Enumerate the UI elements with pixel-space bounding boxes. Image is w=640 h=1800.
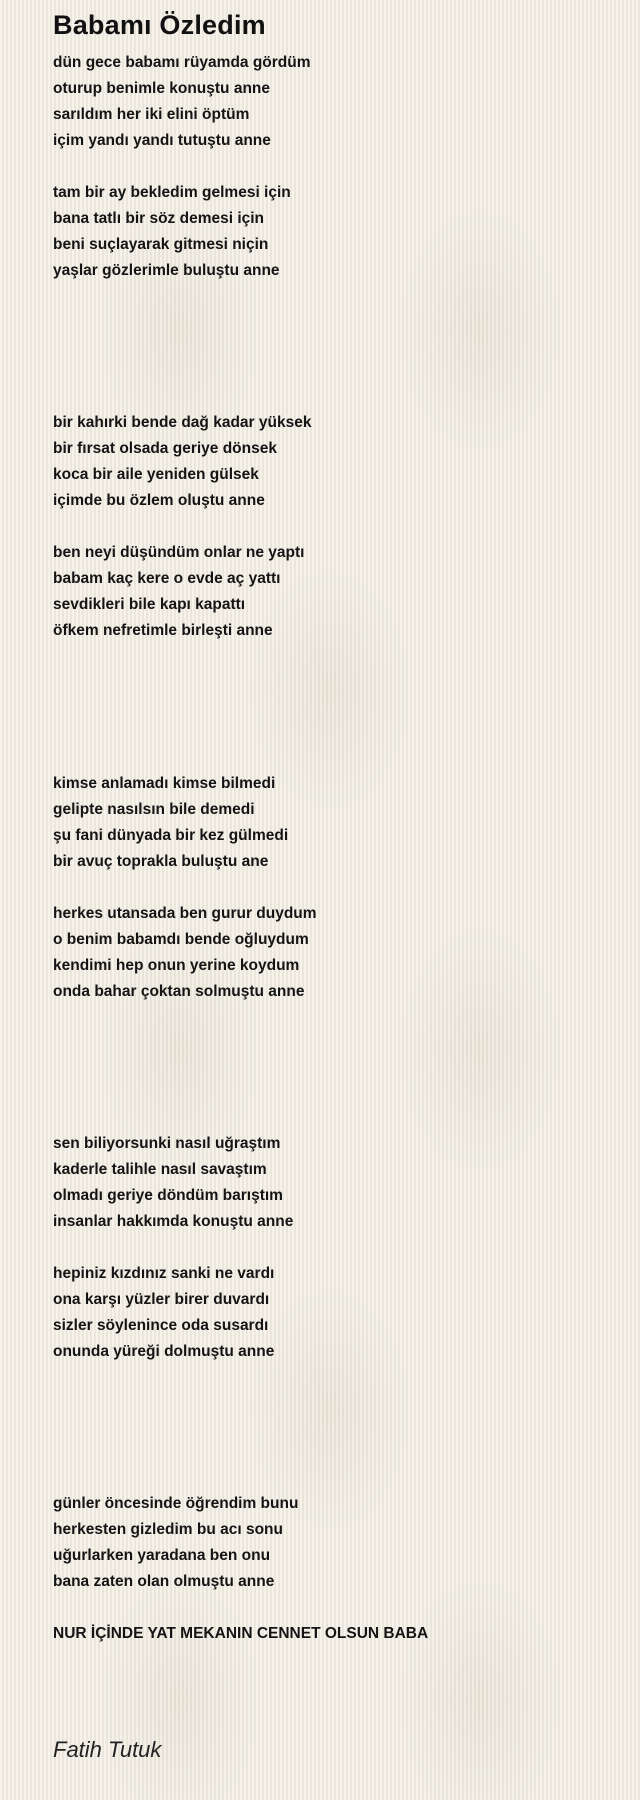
poem-line: yaşlar gözlerimle buluştu anne bbox=[53, 262, 280, 279]
poem-line: uğurlarken yaradana ben onu bbox=[53, 1547, 271, 1564]
stanza-6 bbox=[53, 901, 317, 1005]
poem-line: herkes utansada ben gurur duydum bbox=[53, 905, 317, 922]
poem-title: Babamı Özledim bbox=[53, 10, 266, 40]
author-name: Fatih Tutuk bbox=[53, 1737, 162, 1762]
poem-line: o benim babamdı bende oğluydum bbox=[53, 931, 309, 948]
stanza-5 bbox=[53, 771, 288, 875]
poem-line: bir avuç toprakla buluştu ane bbox=[53, 853, 269, 870]
stanza-2 bbox=[53, 180, 291, 284]
poem-line: insanlar hakkımda konuştu anne bbox=[53, 1213, 294, 1230]
poem-line: herkesten gizledim bu acı sonu bbox=[53, 1521, 283, 1538]
poem-line: kendimi hep onun yerine koydum bbox=[53, 957, 300, 974]
poem-line: tam bir ay bekledim gelmesi için bbox=[53, 184, 291, 201]
poem-line: sevdikleri bile kapı kapattı bbox=[53, 596, 246, 613]
poem-line: ben neyi düşündüm onlar ne yaptı bbox=[53, 544, 305, 561]
poem-line: hepiniz kızdınız sanki ne vardı bbox=[53, 1265, 275, 1282]
closing-line: NUR İÇİNDE YAT MEKANIN CENNET OLSUN BABA bbox=[53, 1625, 429, 1642]
poem-line: onunda yüreği dolmuştu anne bbox=[53, 1343, 275, 1360]
poem-line: bana tatlı bir söz demesi için bbox=[53, 210, 265, 227]
poem-line: içimde bu özlem oluştu anne bbox=[53, 492, 265, 509]
poem-line: bir fırsat olsada geriye dönsek bbox=[53, 440, 277, 457]
poem-line: öfkem nefretimle birleşti anne bbox=[53, 622, 273, 639]
poem-line: olmadı geriye döndüm barıştım bbox=[53, 1187, 283, 1204]
poem-line: şu fani dünyada bir kez gülmedi bbox=[53, 827, 289, 844]
stanza-8 bbox=[53, 1261, 274, 1365]
poem-line: sarıldım her iki elini öptüm bbox=[53, 106, 250, 123]
poem-line: günler öncesinde öğrendim bunu bbox=[53, 1495, 299, 1512]
poem-line: içim yandı yandı tutuştu anne bbox=[53, 132, 271, 149]
stanza-4 bbox=[53, 540, 304, 644]
poem-line: kimse anlamadı kimse bilmedi bbox=[53, 775, 276, 792]
poem-line: onda bahar çoktan solmuştu anne bbox=[53, 983, 305, 1000]
stanza-1 bbox=[53, 50, 311, 154]
poem-line: bana zaten olan olmuştu anne bbox=[53, 1573, 275, 1590]
poem-line: sizler söylenince oda susardı bbox=[53, 1317, 269, 1334]
poem-line: ona karşı yüzler birer duvardı bbox=[53, 1291, 270, 1308]
poem-line: gelipte nasılsın bile demedi bbox=[53, 801, 255, 818]
stanza-9 bbox=[53, 1491, 298, 1595]
poem-line: koca bir aile yeniden gülsek bbox=[53, 466, 259, 483]
poem-line: kaderle talihle nasıl savaştım bbox=[53, 1161, 267, 1178]
poem-line: sen biliyorsunki nasıl uğraştım bbox=[53, 1135, 281, 1152]
poem-line: beni suçlayarak gitmesi niçin bbox=[53, 236, 269, 253]
stanza-7 bbox=[53, 1131, 293, 1235]
stanza-3 bbox=[53, 410, 311, 514]
poem-line: oturup benimle konuştu anne bbox=[53, 80, 271, 97]
poem-line: babam kaç kere o evde aç yattı bbox=[53, 570, 281, 587]
poem-line: dün gece babamı rüyamda gördüm bbox=[53, 54, 311, 71]
poem-line: bir kahırki bende dağ kadar yüksek bbox=[53, 414, 312, 431]
